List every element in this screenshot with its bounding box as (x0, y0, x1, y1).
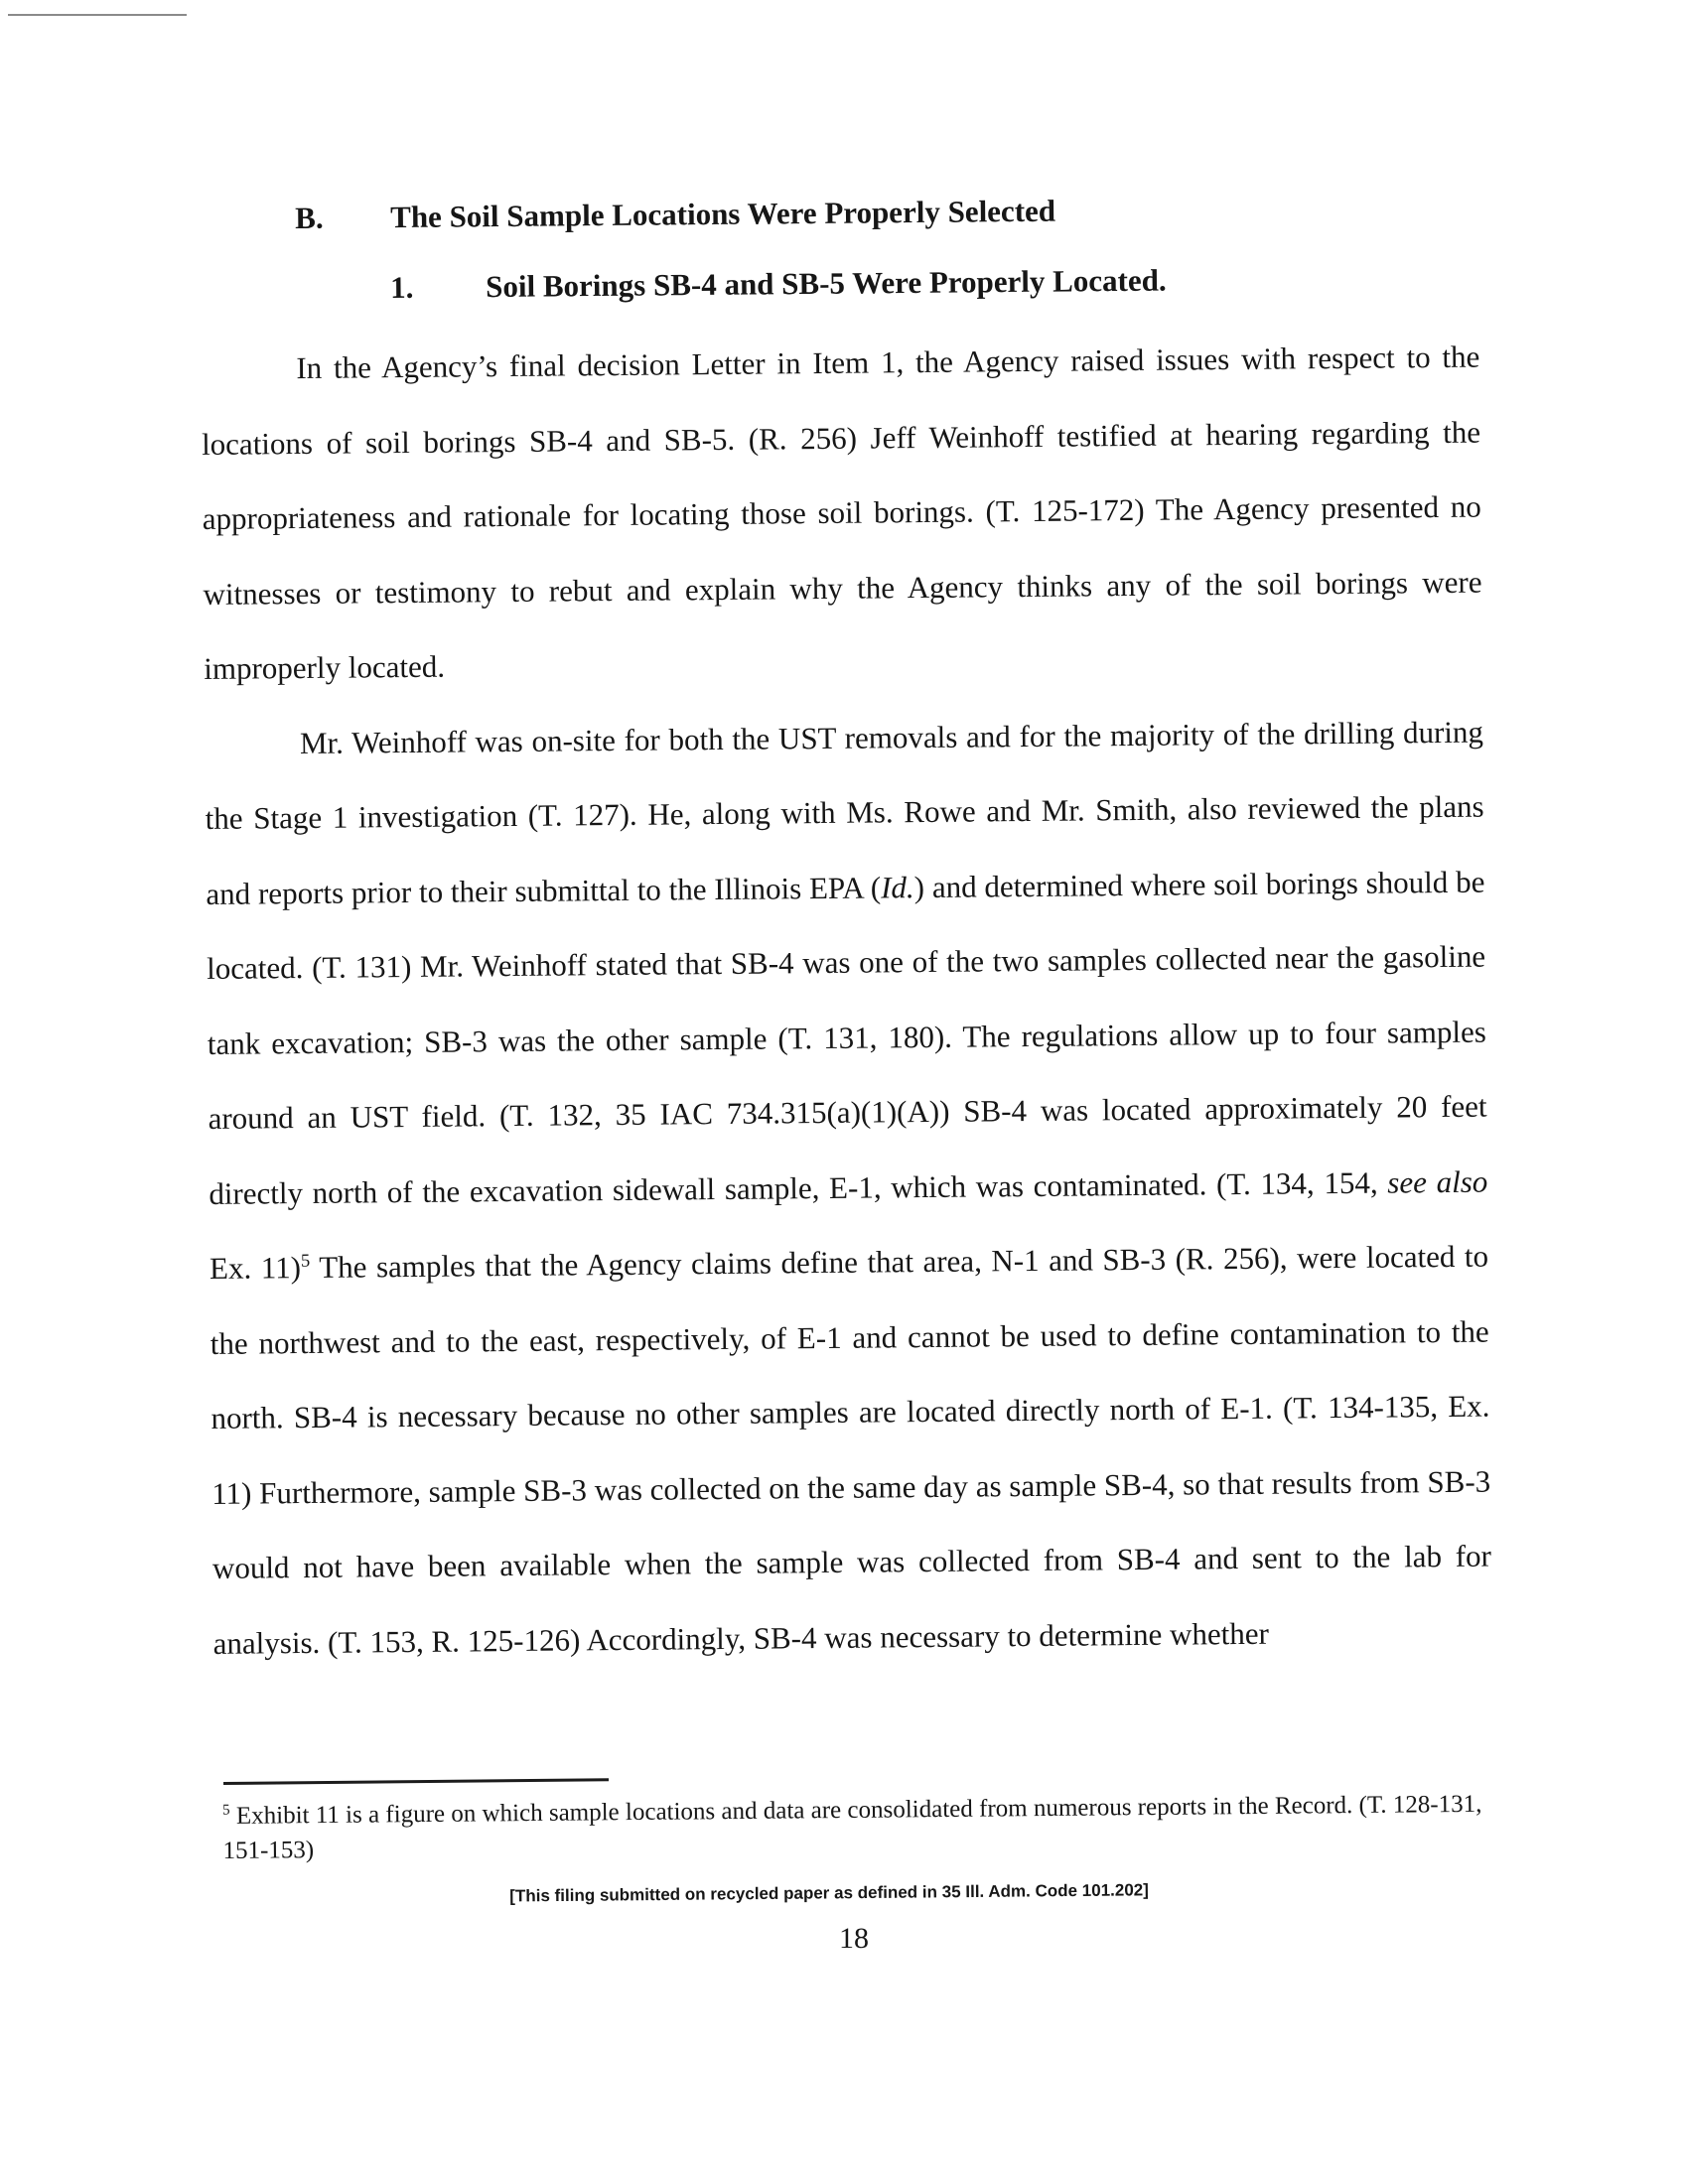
paragraph-2-part-b: ) and determined where soil borings should be located. (T. 131) Mr. Weinhoff stated that SB-4 was one of the two samples collected near the gasoline tank excavation; SB-3 was the other sample (T. 131, 180). The regulations allow up to four samples around an UST field. (T. 132, 35 IAC 734.315(a)(1)(A)) SB-4 was located approximately 20 feet directly north of the excavation sidewall sample, E-1, which was contaminated. (T. 134, 154, (206, 864, 1487, 1211)
paragraph-2-part-d: The samples that the Agency claims define that area, N-1 and SB-3 (R. 256), were located to the northwest and to the east, respectively, of E-1 and cannot be used to define contamination to the north. SB-4 is necessary because no other samples are located directly north of E-1. (T. 134-135, Ex. 11) Furthermore, sample SB-3 was collected on the same day as sample SB-4, so that results from SB-3 would not have been available when the sample was collected from SB-4 and sent to the lab for analysis. (T. 153, R. 125-126) Accordingly, SB-4 was necessary to determine whether (210, 1238, 1492, 1661)
filing-note: [This filing submitted on recycled paper as defined in 35 Ill. Adm. Code 101.202] (509, 1880, 1149, 1906)
scan-edge-mark (8, 14, 187, 16)
page-number: 18 (839, 1922, 869, 1955)
paragraph-2-part-a: Mr. Weinhoff was on-site for both the UST removals and for the majority of the drilling during the Stage 1 investigation (T. 127). He, along with Ms. Rowe and Mr. Smith, also reviewed the plans and reports prior to their submittal to the Illinois EPA ( (205, 714, 1484, 911)
subsection-title: Soil Borings SB-4 and SB-5 Were Properly Located. (485, 262, 1167, 305)
id-citation: Id. (880, 869, 914, 904)
paragraph-2-part-c: Ex. 11) (209, 1250, 302, 1286)
footnote-divider (223, 1778, 609, 1785)
footnote-marker: 5 (222, 1802, 230, 1819)
subsection-number: 1. (390, 269, 414, 305)
footnote-reference: 5 (300, 1250, 311, 1272)
footnote-text: Exhibit 11 is a figure on which sample locations and data are consolidated from numerous reports in the Record. (T. 128-131, 151-153) (222, 1790, 1482, 1864)
section-letter: B. (295, 200, 324, 235)
subsection-heading (390, 262, 1167, 306)
section-heading (295, 194, 1055, 236)
see-also-signal: see also (1387, 1163, 1488, 1200)
body-text (201, 320, 1492, 1681)
paragraph-1: In the Agency’s final decision Letter in Item 1, the Agency raised issues with respect to the locations of soil borings SB-4 and SB-5. (R. 256) Jeff Weinhoff testified at hearing regarding the appropriateness and rationale for locating those soil borings. (T. 125-172) The Agency presented no witnesses or testimony to rebut and explain why the Agency thinks any of the soil borings were improperly located. (201, 339, 1482, 686)
paragraph-2 (205, 694, 1492, 1681)
section-title: The Soil Sample Locations Were Properly Selected (389, 193, 1056, 235)
footnote (222, 1787, 1504, 1868)
